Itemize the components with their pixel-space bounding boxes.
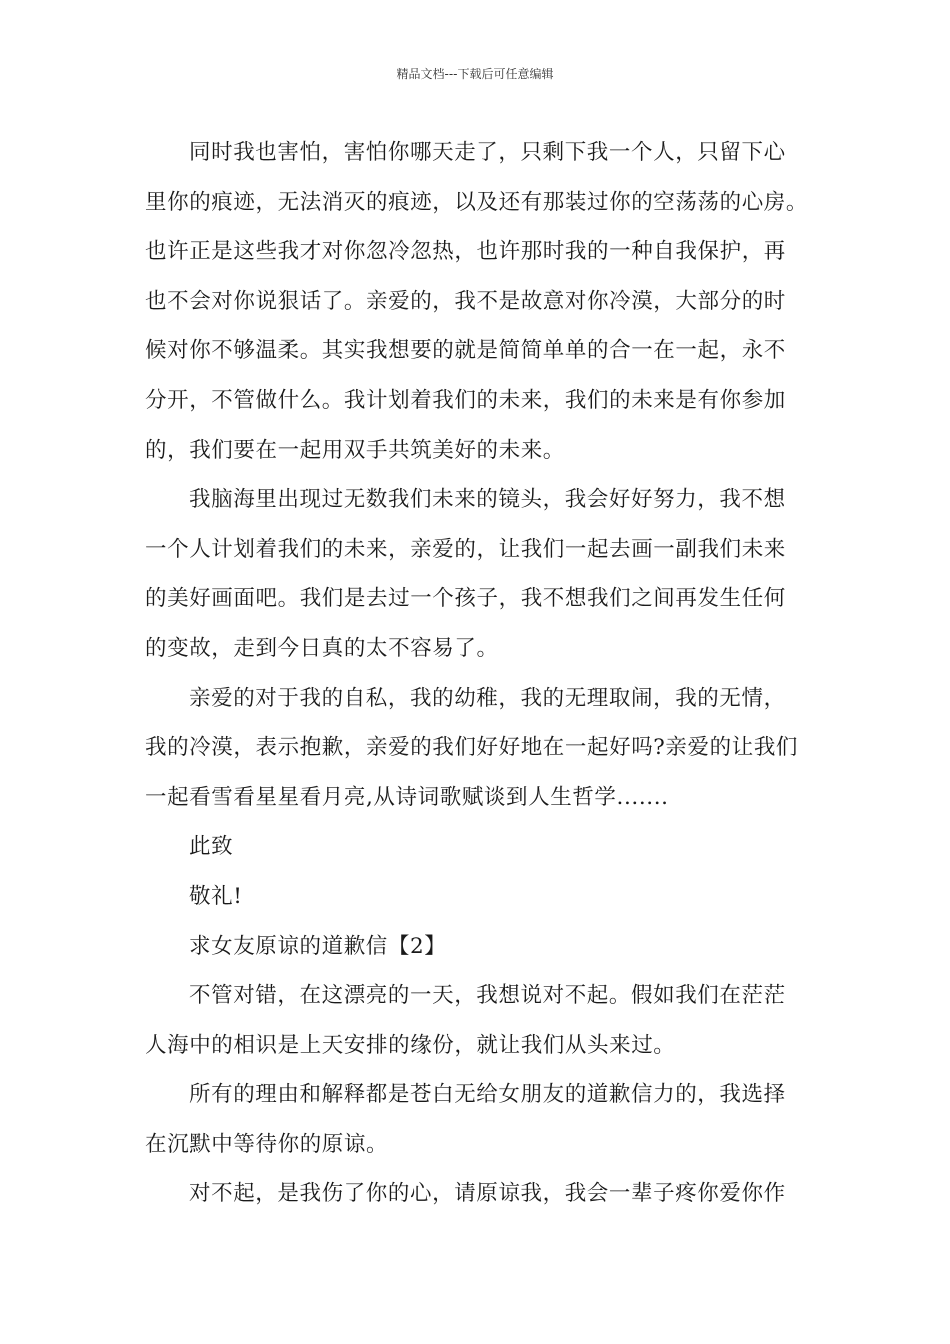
text-line: 的变故，走到今日真的太不容易了。 [145,635,499,661]
text-line: 一个人计划着我们的未来，亲爱的，让我们一起去画一副我们未来 [145,536,786,562]
text-line: 所有的理由和解释都是苍白无给女朋友的道歉信力的，我选择 [189,1082,786,1108]
text-line: 在沉默中等待你的原谅。 [145,1131,389,1157]
text-line: 的，我们要在一起用双手共筑美好的未来。 [145,437,565,463]
text-line: 候对你不够温柔。其实我想要的就是简简单单的合一在一起，永不 [145,338,786,364]
text-line: 人海中的相识是上天安排的缘份，就让我们从头来过。 [145,1032,676,1058]
text-line: 我的冷漠，表示抱歉，亲爱的我们好好地在一起好吗?亲爱的让我们 [145,735,799,761]
text-line: 亲爱的对于我的自私，我的幼稚，我的无理取闹，我的无情， [189,685,786,711]
document-body [145,128,815,1219]
text-line: 同时我也害怕，害怕你哪天走了，只剩下我一个人，只留下心 [189,140,786,165]
text-line: 不管对错，在这漂亮的一天，我想说对不起。假如我们在茫茫 [189,983,786,1009]
text-line: 也不会对你说狠话了。亲爱的，我不是故意对你冷漠，大部分的时 [145,288,786,314]
text-line: 也许正是这些我才对你忽冷忽热，也许那时我的一种自我保护，再 [145,239,786,265]
text-line: 分开，不管做什么。我计划着我们的未来，我们的未来是有你参加 [145,387,786,413]
text-line: 对不起，是我伤了你的心，请原谅我，我会一辈子疼你爱你作 [189,1181,786,1207]
text-line: 一起看雪看星星看月亮,从诗词歌赋谈到人生哲学....... [145,784,669,810]
text-line: 里你的痕迹，无法消灭的痕迹，以及还有那装过你的空荡荡的心房。 [145,189,809,215]
text-line: 我脑海里出现过无数我们未来的镜头，我会好好努力，我不想 [189,487,786,513]
page-header: 精品文档---下载后可任意编辑 [396,67,554,81]
text-line: 的美好画面吧。我们是去过一个孩子，我不想我们之间再发生任何 [145,586,786,612]
text-line: 求女友原谅的道歉信【2】 [189,933,447,959]
text-line: 此致 [189,834,234,860]
text-line: 敬礼! [189,883,243,909]
